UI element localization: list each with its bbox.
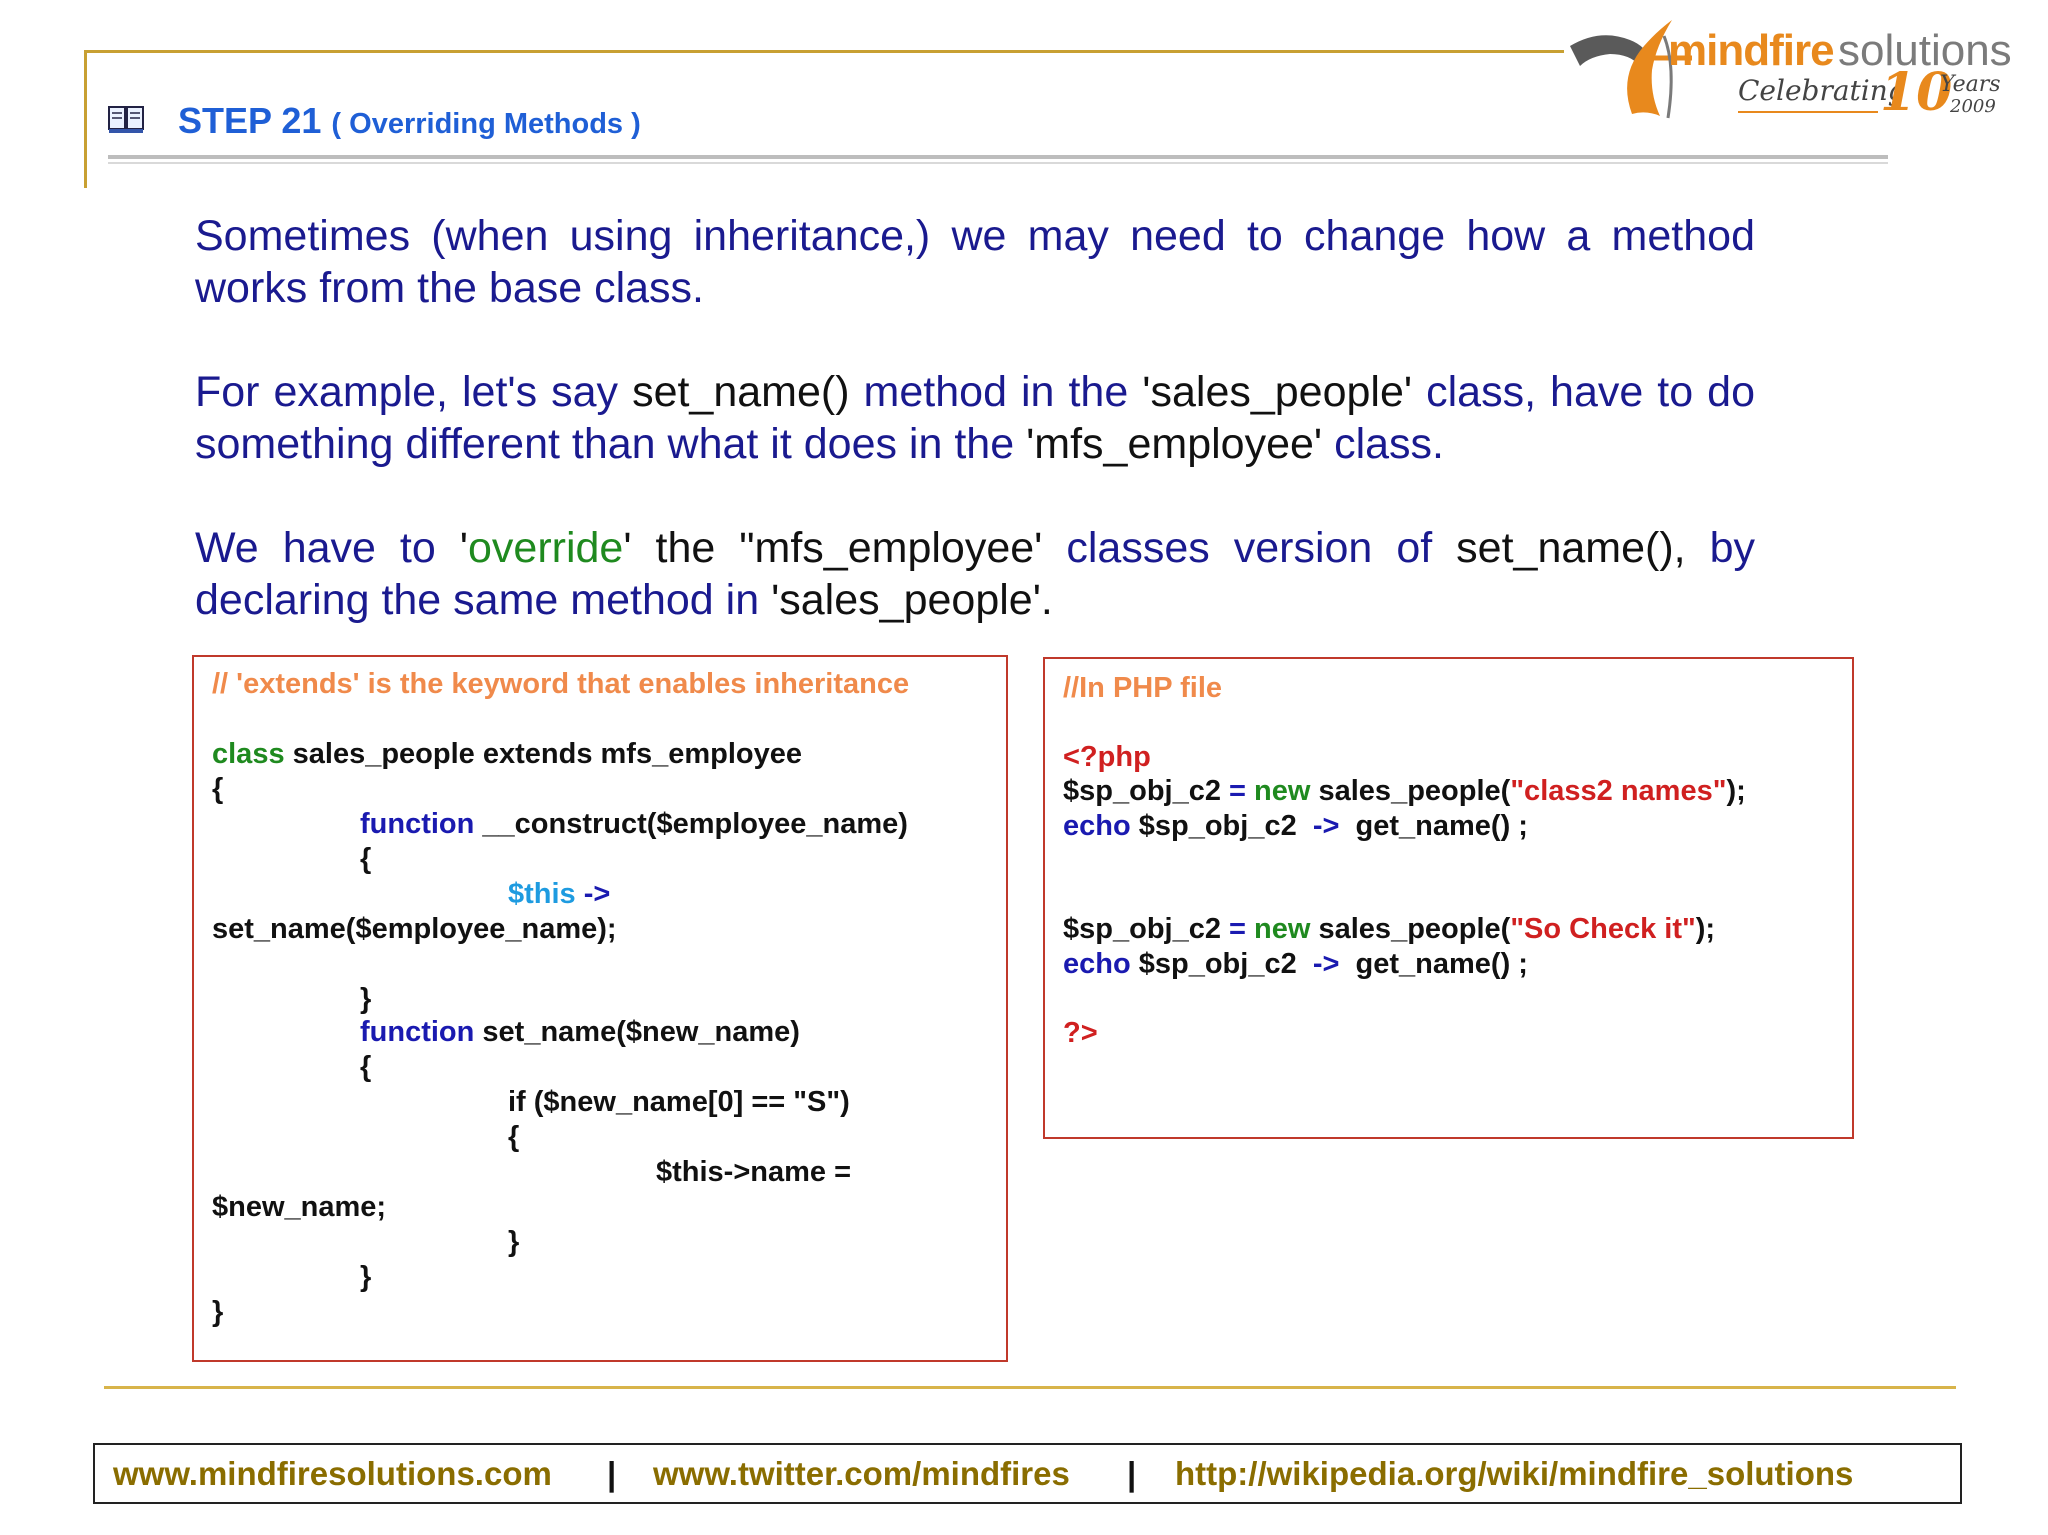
footer-separator: | xyxy=(1127,1455,1137,1492)
text-run: by declaring the same method in xyxy=(195,524,1756,624)
code-line: { xyxy=(360,1051,372,1083)
page-title xyxy=(178,100,641,142)
logo-year: 2009 xyxy=(1950,96,1996,117)
code-text: __construct($employee_name) xyxy=(474,808,908,840)
text-run-class: ' the "mfs_employee' xyxy=(623,524,1043,572)
code-text: get_name() ; xyxy=(1339,948,1528,980)
code-comment: //In PHP file xyxy=(1063,672,1223,704)
code-box-class-definition xyxy=(192,655,1008,1362)
text-run: classes version of xyxy=(1042,524,1457,572)
title-underline xyxy=(108,155,1888,159)
text-run: method in the xyxy=(849,368,1143,416)
code-arrow: -> xyxy=(575,878,611,910)
code-line xyxy=(1063,809,1528,843)
code-string: "class2 names" xyxy=(1510,775,1727,807)
code-keyword: echo xyxy=(1063,810,1131,842)
code-text: sales_people( xyxy=(1310,775,1511,807)
text-run: ' xyxy=(459,524,468,572)
code-keyword: class xyxy=(212,738,285,770)
text-run-method: set_name() xyxy=(632,368,850,416)
code-arrow: -> xyxy=(1312,810,1340,842)
text-run: For example, let's say xyxy=(195,368,633,416)
footer-separator: | xyxy=(607,1455,617,1492)
code-line: { xyxy=(508,1121,520,1153)
header-left-rule xyxy=(84,50,87,188)
text-run: We have to xyxy=(195,524,460,572)
code-keyword: function xyxy=(360,1016,475,1048)
logo-name-solutions: solutions xyxy=(1838,26,2012,75)
code-line xyxy=(1063,774,1746,808)
logo-years: Years xyxy=(1940,72,2001,97)
code-line xyxy=(360,807,908,841)
code-text: sales_people( xyxy=(1310,913,1511,945)
text-run-class: 'sales_people'. xyxy=(771,576,1053,624)
footer-link-wikipedia[interactable]: http://wikipedia.org/wiki/mindfire_solutions xyxy=(1175,1455,1854,1492)
code-operator: = xyxy=(1229,913,1246,945)
code-text: set_name($new_name) xyxy=(474,1016,800,1048)
code-text: ); xyxy=(1695,913,1716,945)
code-text: get_name() ; xyxy=(1339,810,1528,842)
text-run: class. xyxy=(1322,420,1444,468)
code-keyword: new xyxy=(1245,913,1311,945)
text-run: class, have to do something different than what it does in the xyxy=(195,368,1755,468)
code-string: "So Check it" xyxy=(1510,913,1696,945)
code-line: $new_name; xyxy=(212,1191,387,1223)
code-line: { xyxy=(360,843,372,875)
paragraph-example xyxy=(195,366,1755,470)
code-text: $sp_obj_c2 xyxy=(1063,913,1230,945)
code-text: $sp_obj_c2 xyxy=(1063,775,1230,807)
logo-celebrating: Celebrating xyxy=(1738,74,1906,107)
code-line: } xyxy=(508,1226,520,1258)
code-line xyxy=(360,1015,800,1049)
header-top-rule xyxy=(84,50,1564,53)
code-line xyxy=(212,737,802,771)
paragraph-intro: Sometimes (when using inheritance,) we may need to change how a method works from the base class. xyxy=(195,212,1755,312)
code-line: } xyxy=(360,983,372,1015)
text-run-method: set_name(), xyxy=(1456,524,1686,572)
code-line: set_name($employee_name); xyxy=(212,913,617,945)
text-run-class: 'mfs_employee' xyxy=(1026,420,1323,468)
footer-links xyxy=(93,1443,1962,1504)
logo-ten: 10 xyxy=(1880,62,1953,123)
code-arrow: -> xyxy=(1312,948,1340,980)
code-line xyxy=(1063,912,1715,946)
title-underline-shadow xyxy=(108,162,1888,164)
code-line xyxy=(1063,947,1528,981)
text-run-class: 'sales_people' xyxy=(1142,368,1413,416)
code-text: sales_people extends mfs_employee xyxy=(284,738,802,770)
code-line: } xyxy=(360,1261,372,1293)
code-text: $sp_obj_c2 xyxy=(1130,948,1313,980)
code-line: $this->name = xyxy=(656,1156,852,1188)
code-keyword: new xyxy=(1245,775,1311,807)
code-line: if ($new_name[0] == "S") xyxy=(508,1086,850,1118)
code-operator: = xyxy=(1229,775,1246,807)
code-text: ); xyxy=(1726,775,1746,807)
code-this: $this xyxy=(508,878,576,910)
code-php-close: ?> xyxy=(1063,1017,1098,1049)
step-label: STEP 21 xyxy=(178,100,322,141)
paragraph-override xyxy=(195,522,1755,626)
code-line: { xyxy=(212,773,224,805)
footer-rule xyxy=(104,1386,1956,1389)
code-line xyxy=(508,877,610,911)
code-keyword: function xyxy=(360,808,475,840)
text-run-override: override xyxy=(467,524,624,572)
code-keyword: echo xyxy=(1063,948,1131,980)
step-subtitle: ( Overriding Methods ) xyxy=(331,108,641,140)
logo-name-mindfire: mindfire xyxy=(1668,26,1834,75)
footer-link-twitter[interactable]: www.twitter.com/mindfires xyxy=(653,1455,1070,1492)
code-line: } xyxy=(212,1296,224,1328)
code-php-open: <?php xyxy=(1063,741,1151,773)
footer-link-website[interactable]: www.mindfiresolutions.com xyxy=(113,1455,552,1492)
book-icon xyxy=(108,104,144,134)
code-comment: // 'extends' is the keyword that enables inheritance xyxy=(212,668,910,700)
code-box-php-file xyxy=(1043,657,1854,1139)
code-text: $sp_obj_c2 xyxy=(1130,810,1313,842)
